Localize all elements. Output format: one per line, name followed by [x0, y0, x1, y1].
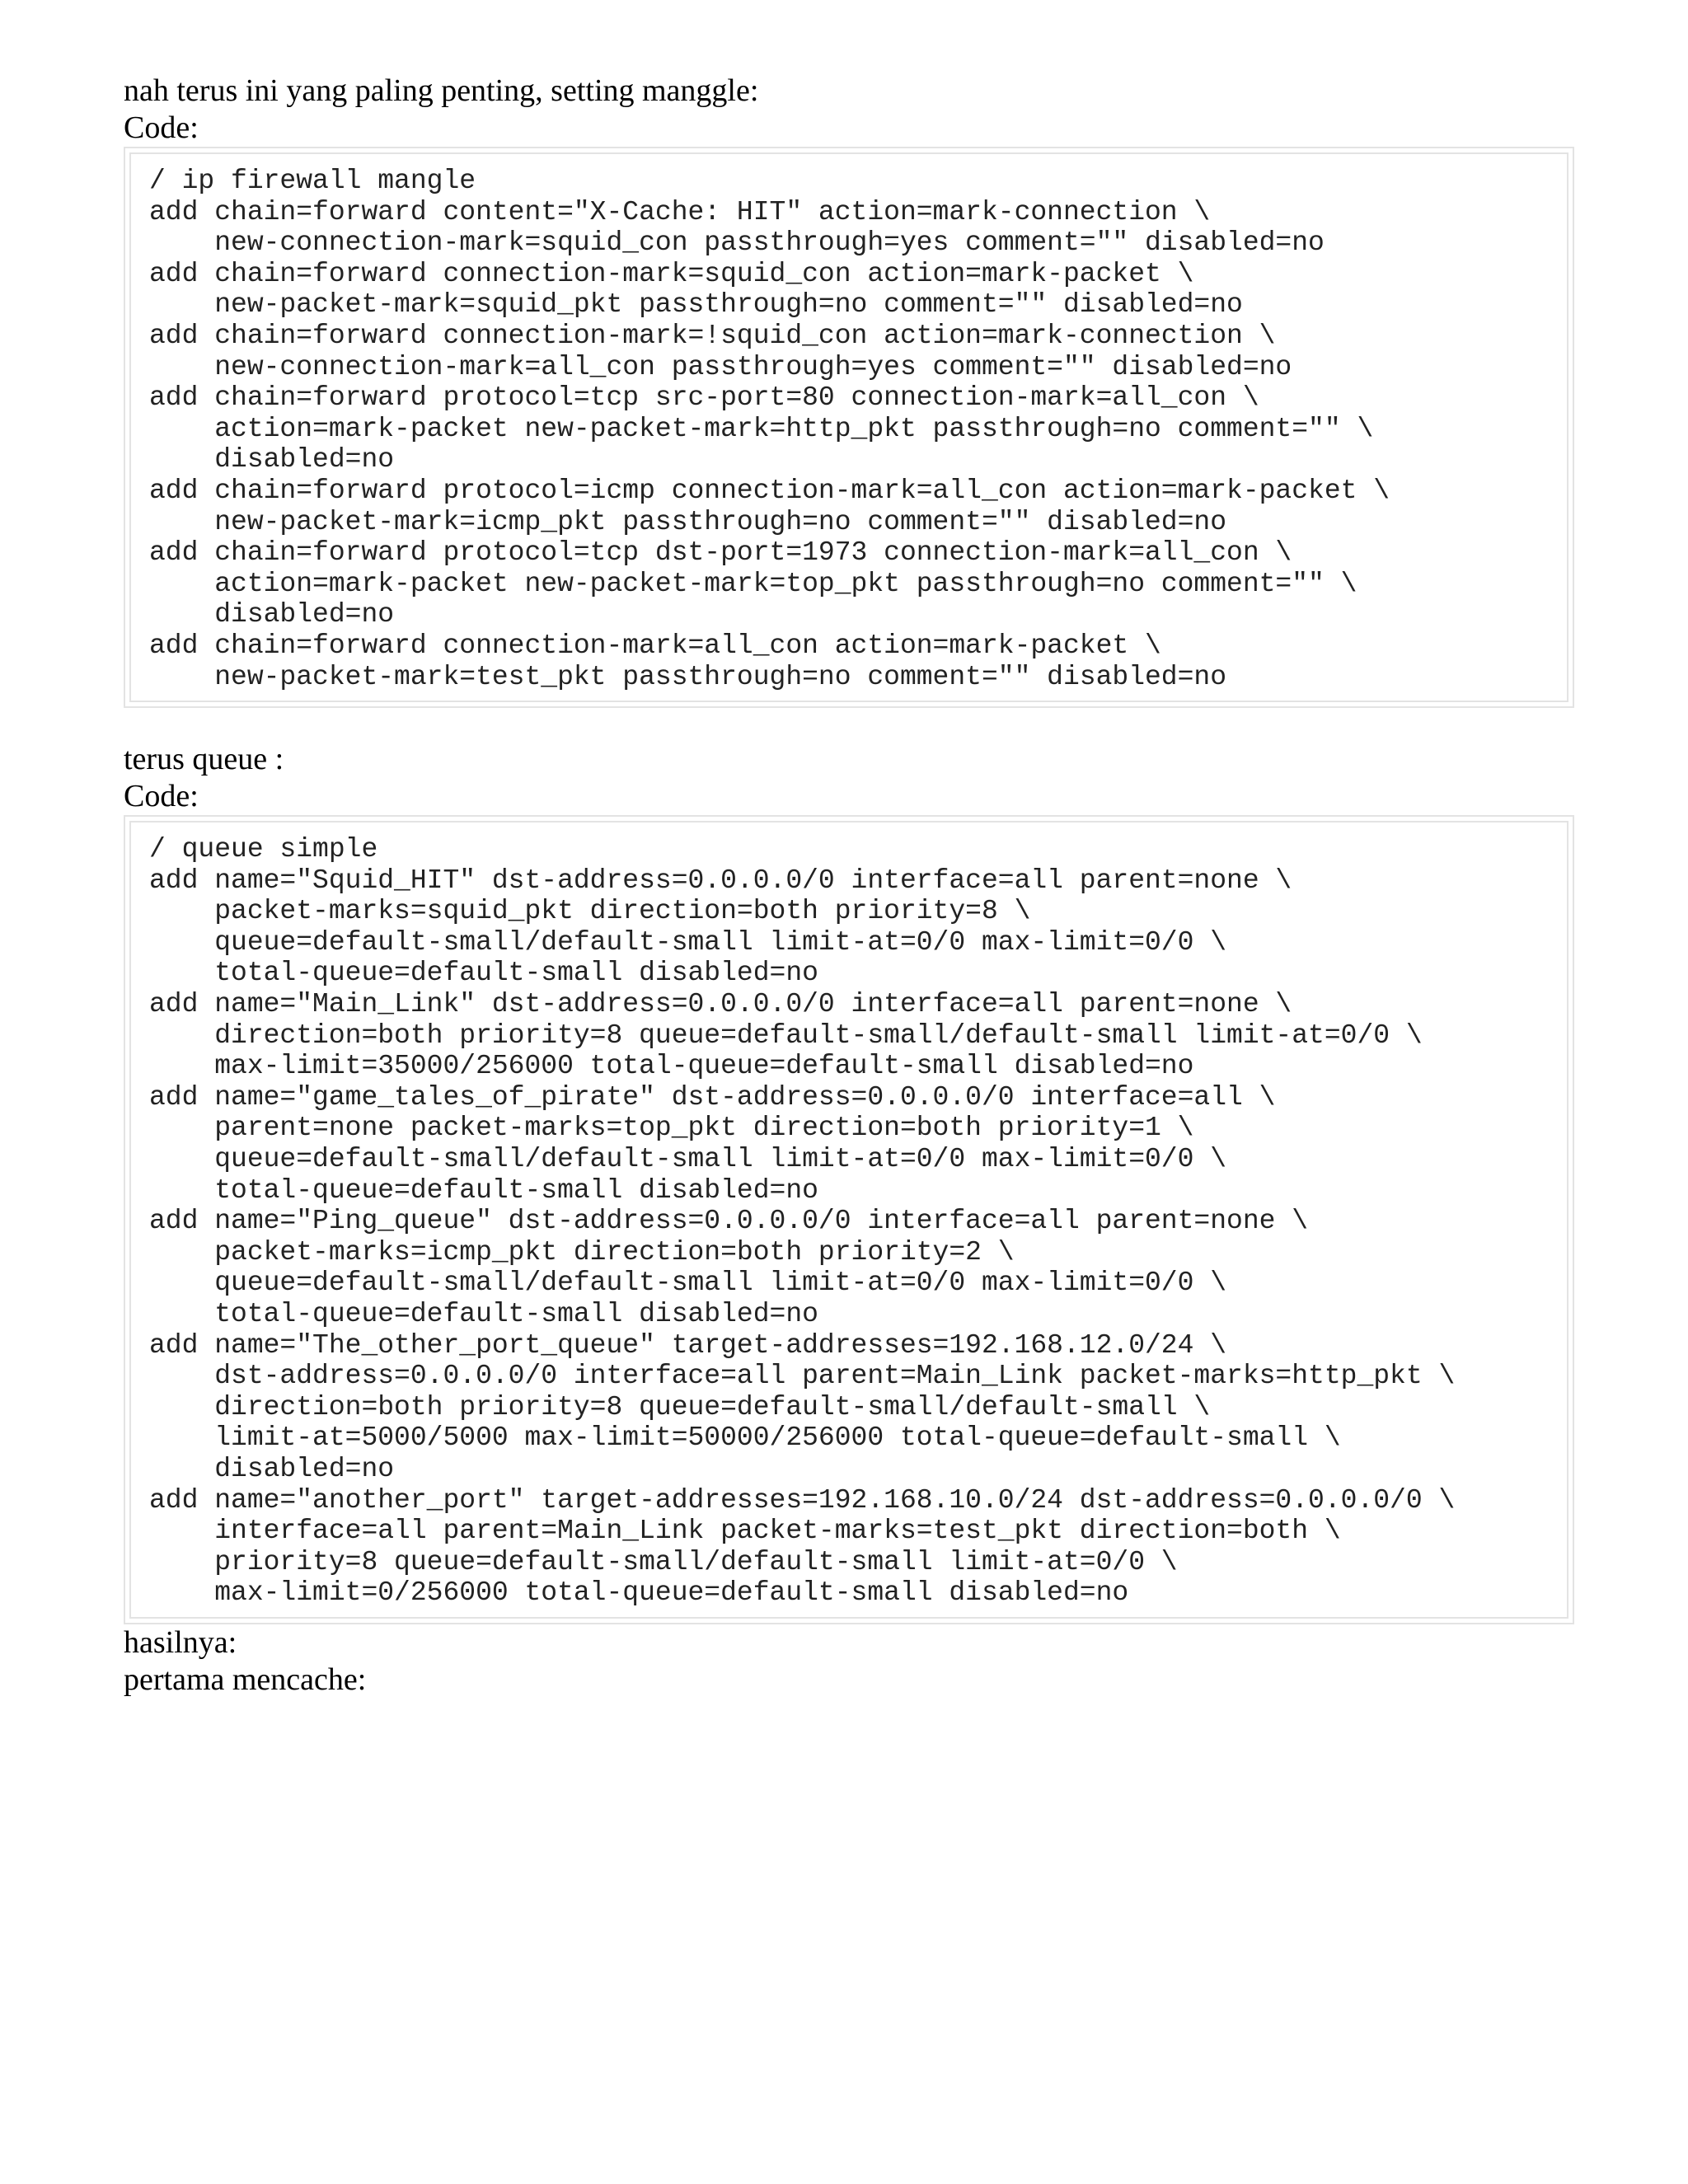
code-mangle[interactable]: / ip firewall mangle add chain=forward content="X-Cache: HIT" action=mark-connection \ new-connection-mark=squid_con passthrough=yes comment="" disabled=no add chain=forward connection-mark=squid_con action=mark-packet \ new-packet-mark=squid_pkt passthrough=no comment="" disabled=no add chain=forward connection-mark=!squid_con action=mark-connection \ new-connection-mark=all_con passthrough=yes comment="" disabled=no add chain=forward protocol=tcp src-port=80 connection-mark=all_con \ action=mark-packet new-packet-mark=http_pkt passthrough=no comment="" \ disabled=no add chain=forward protocol=icmp connection-mark=all_con action=mark-packet \ new-packet-mark=icmp_pkt passthrough=no comment="" disabled=no add chain=forward protocol=tcp dst-port=1973 connection-mark=all_con \ action=mark-packet new-packet-mark=top_pkt passthrough=no comment="" \ disabled=no add chain=forward connection-mark=all_con action=mark-packet \ new-packet-mark=test_pkt passthrough=no comment="" disabled=no [149, 166, 1390, 692]
section-spacer [124, 708, 1574, 741]
post-content [124, 73, 1574, 1699]
code-block-queue-inner [129, 821, 1568, 1619]
code-block-mangle [124, 147, 1574, 708]
intro-queue-text: terus queue : [124, 742, 284, 777]
code-label-mangle: Code: [124, 110, 199, 145]
caching-label: pertama mencache: [124, 1661, 367, 1697]
intro-mangle-text: nah terus ini yang paling penting, setting manggle: [124, 73, 759, 108]
code-queue[interactable]: / queue simple add name="Squid_HIT" dst-address=0.0.0.0/0 interface=all parent=none \ packet-marks=squid_pkt direction=both priority=8 \ queue=default-small/default-small limit-at=0/0 max-limit=0/0 \ total-queue=default-small disabled=no add name="Main_Link" dst-address=0.0.0.0/0 interface=all parent=none \ direction=both priority=8 queue=default-small/default-small limit-at=0/0 \ max-limit=35000/256000 total-queue=default-small disabled=no add name="game_tales_of_pirate" dst-address=0.0.0.0/0 interface=all \ parent=none packet-marks=top_pkt direction=both priority=1 \ queue=default-small/default-small limit-at=0/0 max-limit=0/0 \ total-queue=default-small disabled=no add name="Ping_queue" dst-address=0.0.0.0/0 interface=all parent=none \ packet-marks=icmp_pkt direction=both priority=2 \ queue=default-small/default-small limit-at=0/0 max-limit=0/0 \ total-queue=default-small disabled=no add name="The_other_port_queue" target-addresses=192.168.12.0/24 \ dst-address=0.0.0.0/0 interface=all parent=Main_Link packet-marks=http_pkt \ direction=both priority=8 queue=default-small/default-small \ limit-at=5000/5000 max-limit=50000/256000 total-queue=default-small \ disabled=no add name="another_port" target-addresses=192.168.10.0/24 dst-address=0.0.0.0/0 \ interface=all parent=Main_Link packet-marks=test_pkt direction=both \ priority=8 queue=default-small/default-small limit-at=0/0 \ max-limit=0/256000 total-queue=default-small disabled=no [149, 834, 1456, 1609]
code-block-queue [124, 815, 1574, 1624]
result-label: hasilnya: [124, 1624, 237, 1660]
code-block-mangle-inner [129, 152, 1568, 702]
code-label-queue: Code: [124, 779, 199, 814]
